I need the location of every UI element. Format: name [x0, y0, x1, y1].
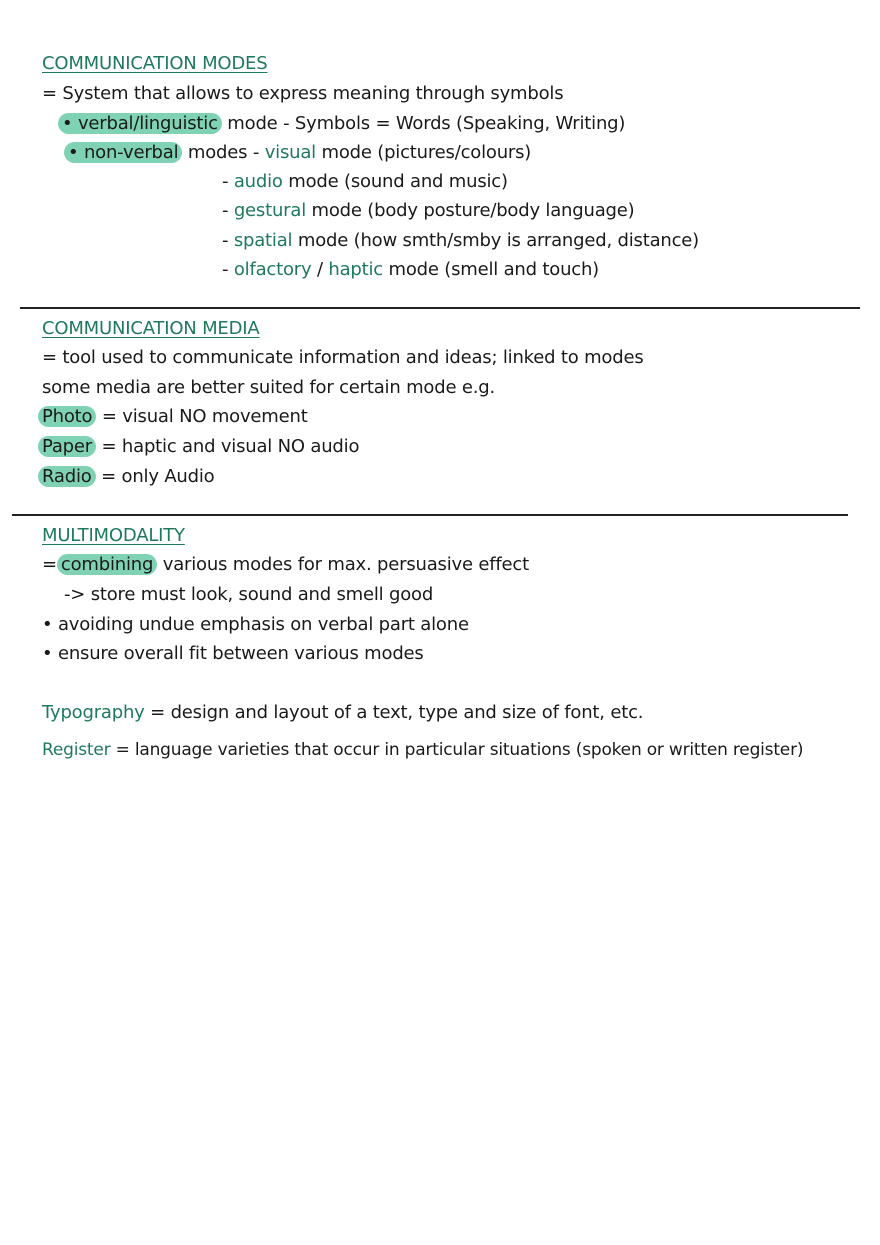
sub-mode-gestural: - gestural mode (body posture/body language) [222, 200, 635, 221]
photo-highlight: Photo [38, 406, 96, 427]
typography-definition: Typography = design and layout of a text, type and size of font, etc. [42, 702, 644, 723]
media-note: some media are better suited for certain mode e.g. [42, 377, 495, 398]
sub-mode-olfactory-haptic: - olfactory / haptic mode (smell and touch) [222, 259, 599, 280]
heading-communication-modes: COMMUNICATION MODES [42, 53, 268, 74]
nonverbal-mode-line: • non-verbal modes - visual mode (pictures/colours) [64, 141, 531, 165]
sub-mode-audio: - audio mode (sound and music) [222, 171, 508, 192]
multimodality-definition: = combining various modes for max. persuasive effect [42, 554, 529, 575]
nonverbal-highlight: • non-verbal [64, 142, 182, 163]
modes-definition: = System that allows to express meaning through symbols [42, 83, 564, 104]
sub-mode-spatial: - spatial mode (how smth/smby is arranged, distance) [222, 230, 700, 251]
register-definition: Register = language varieties that occur in particular situations (spoken or written register) [42, 740, 804, 760]
media-definition: = tool used to communicate information and ideas; linked to modes [42, 347, 644, 368]
verbal-highlight: • verbal/linguistic [58, 113, 222, 134]
multimodality-arrow-line: -> store must look, sound and smell good [64, 584, 434, 605]
media-example-paper: Paper = haptic and visual NO audio [38, 435, 359, 459]
multimodality-bullet-1: • avoiding undue emphasis on verbal part alone [42, 614, 469, 635]
radio-highlight: Radio [38, 466, 96, 487]
divider-2 [12, 514, 848, 516]
paper-highlight: Paper [38, 436, 96, 457]
media-example-photo: Photo = visual NO movement [38, 405, 308, 429]
divider-1 [20, 307, 860, 309]
heading-communication-media: COMMUNICATION MEDIA [42, 318, 260, 339]
media-example-radio: Radio = only Audio [38, 465, 214, 489]
heading-multimodality: MULTIMODALITY [42, 525, 185, 546]
combining-highlight: combining [57, 554, 157, 575]
verbal-mode-line: • verbal/linguistic mode - Symbols = Words (Speaking, Writing) [58, 112, 625, 136]
multimodality-bullet-2: • ensure overall fit between various modes [42, 643, 424, 664]
